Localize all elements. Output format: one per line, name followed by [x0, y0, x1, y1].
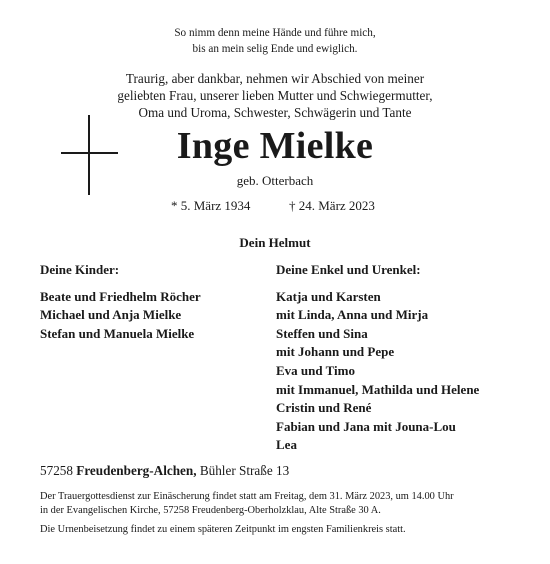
list-item: Lea	[276, 437, 297, 453]
poem	[0, 26, 550, 57]
children-column	[40, 261, 201, 343]
service-info	[40, 490, 520, 538]
list-item: Michael und Anja Mielke	[40, 307, 182, 323]
poem-line: So nimm denn meine Hände und führe mich,	[174, 27, 376, 39]
birth-name: geb. Otterbach	[236, 173, 314, 188]
address-town: Freudenberg-Alchen,	[76, 463, 197, 478]
grandchildren-column	[276, 261, 479, 455]
list-item: Stefan und Manuela Mielke	[40, 325, 195, 341]
service-line: in der Evangelischen Kirche, 57258 Freudenberg-Oberholzklau, Alte Straße 30 A.	[40, 505, 381, 517]
list-item: Steffen und Sina	[276, 325, 368, 341]
intro-text	[0, 70, 550, 121]
intro-line: Oma und Uroma, Schwester, Schwägerin und Tante	[138, 105, 412, 120]
list-item: Katja und Karsten	[276, 288, 381, 304]
list-item: mit Johann und Pepe	[276, 344, 395, 360]
deceased-name: Inge Mielke	[176, 125, 374, 167]
intro-line: Traurig, aber dankbar, nehmen wir Abschied von meiner	[125, 71, 425, 86]
poem-line: bis an mein selig Ende und ewiglich.	[192, 42, 358, 55]
list-item: Beate und Friedhelm Röcher	[40, 288, 201, 304]
spouse-signature: Dein Helmut	[239, 235, 311, 250]
list-item: Fabian und Jana mit Jouna-Lou	[276, 418, 456, 434]
service-line: Der Trauergottesdienst zur Einäscherung findet statt am Freitag, dem 31. März 2023, um 14.00 Uhr	[40, 491, 454, 502]
list-item: mit Immanuel, Mathilda und Helene	[276, 381, 480, 397]
address-postal: 57258	[40, 463, 73, 478]
intro-line: geliebten Frau, unserer lieben Mutter und Schwiegermutter,	[117, 88, 433, 103]
children-heading: Deine Kinder:	[40, 262, 120, 277]
death-date: † 24. März 2023	[289, 198, 375, 213]
list-item: Cristin und René	[276, 400, 372, 416]
list-item: Eva und Timo	[276, 362, 356, 378]
burial-line: Die Urnenbeisetzung findet zu einem späteren Zeitpunkt im engsten Familienkreis statt.	[40, 524, 406, 536]
address-street: Bühler Straße 13	[199, 463, 290, 478]
grandchildren-heading: Deine Enkel und Urenkel:	[276, 262, 421, 277]
list-item: mit Linda, Anna und Mirja	[276, 307, 429, 323]
address	[40, 463, 289, 479]
birth-date: * 5. März 1934	[171, 198, 251, 213]
